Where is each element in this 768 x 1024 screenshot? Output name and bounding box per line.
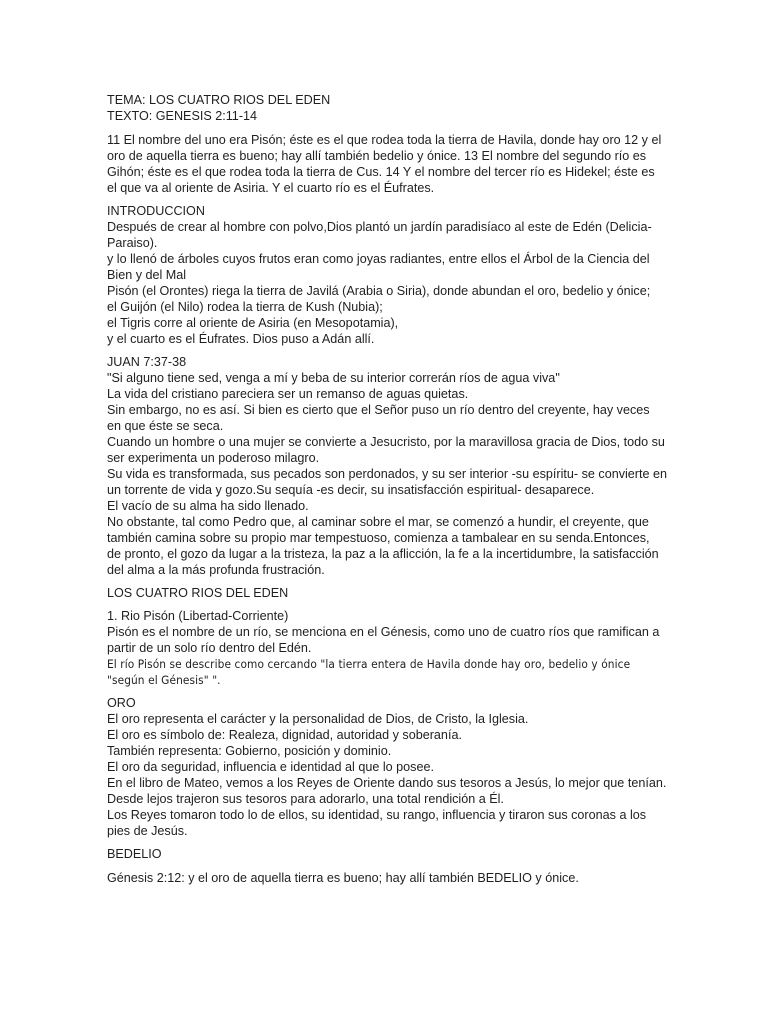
rio-pison-section [107,608,667,688]
introduccion-title: INTRODUCCION [107,204,205,218]
introduccion-section [107,203,667,347]
rio-pison-title: 1. Rio Pisón (Libertad-Corriente) [107,609,289,623]
juan-line: El vacío de su alma ha sido llenado. [107,499,309,513]
intro-line: Pisón (el Orontes) riega la tierra de Javilá (Arabia o Siria), donde abundan el oro, bedelio y ónice; [107,284,651,298]
oro-line: El oro es símbolo de: Realeza, dignidad, autoridad y soberanía. [107,728,462,742]
intro-line: Después de crear al hombre con polvo,Dios plantó un jardín paradisíaco al este de Edén (Delicia-Paraiso). [107,220,652,250]
juan-line: La vida del cristiano pareciera ser un remanso de aguas quietas. [107,387,469,401]
rio-pison-line: Pisón es el nombre de un río, se menciona en el Génesis, como uno de cuatro ríos que ramifican a partir de un solo río dentro del Edén. [107,625,660,655]
juan-line: Cuando un hombre o una mujer se convierte a Jesucristo, por la maravillosa gracia de Dios, todo su ser experimenta un poderoso milagro. [107,435,665,465]
bedelio-line: Génesis 2:12: y el oro de aquella tierra es bueno; hay allí también BEDELIO y ónice. [107,871,579,885]
oro-line: En el libro de Mateo, vemos a los Reyes de Oriente dando sus tesoros a Jesús, lo mejor que tenían. [107,776,667,790]
rio-pison-quote-line: El río Pisón se describe como cercando "la tierra entera de Havila donde hay oro, bedelio y ónice "según el Génesis" ". [107,657,631,687]
intro-line: el Tigris corre al oriente de Asiria (en Mesopotamia), [107,316,399,330]
cuatro-rios-heading-block [107,585,667,601]
bedelio-section [107,870,667,886]
bedelio-heading-block [107,846,667,862]
verse-text: 11 El nombre del uno era Pisón; éste es el que rodea toda la tierra de Havila, donde hay oro 12 y el oro de aquella tierra es bueno; hay allí también bedelio y ónice. 13 El nombre del segundo río es Gihón; éste es el que rodea toda la tierra de Cus. 14 Y el nombre del tercer río es Hidekel; éste es el que va al oriente de Asiria. Y el cuarto río es el Éufrates. [107,133,662,195]
oro-line: Los Reyes tomaron todo lo de ellos, su identidad, su rango, influencia y tiraron sus coronas a los pies de Jesús. [107,808,647,838]
juan-line: Su vida es transformada, sus pecados son perdonados, y su ser interior -su espíritu- se convierte en un torrente de vida y gozo.Su sequía -es decir, su insatisfacción espiritual- desaparece. [107,467,668,497]
cuatro-rios-title: LOS CUATRO RIOS DEL EDEN [107,586,289,600]
heading-block [107,92,667,124]
oro-section [107,695,667,839]
verse-paragraph [107,132,667,196]
texto-heading: TEXTO: GENESIS 2:11-14 [107,109,258,123]
juan-line: "Si alguno tiene sed, venga a mí y beba de su interior correrán ríos de agua viva" [107,371,560,385]
juan-line: Sin embargo, no es así. Si bien es cierto que el Señor puso un río dentro del creyente, hay veces en que éste se seca. [107,403,650,433]
intro-line: el Guijón (el Nilo) rodea la tierra de Kush (Nubia); [107,300,383,314]
oro-line: También representa: Gobierno, posición y dominio. [107,744,392,758]
juan-title: JUAN 7:37-38 [107,355,187,369]
oro-line: Desde lejos trajeron sus tesoros para adorarlo, una total rendición a Él. [107,792,504,806]
juan-line: No obstante, tal como Pedro que, al caminar sobre el mar, se comenzó a hundir, el creyente, que también camina sobre su propio mar tempestuoso, comienza a tambalear en su senda.Entonces, de pronto, el gozo da lugar a la tristeza, la paz a la aflicción, la fe a la incertidumbre, la satisfacción del alma a la más profunda frustración. [107,515,659,577]
oro-title: ORO [107,696,136,710]
juan-section [107,354,667,578]
document-page [107,92,667,892]
intro-line: y lo llenó de árboles cuyos frutos eran como joyas radiantes, entre ellos el Árbol de la Ciencia del Bien y del Mal [107,252,650,282]
intro-line: y el cuarto es el Éufrates. Dios puso a Adán allí. [107,332,375,346]
tema-heading: TEMA: LOS CUATRO RIOS DEL EDEN [107,93,331,107]
bedelio-title: BEDELIO [107,847,162,861]
oro-line: El oro da seguridad, influencia e identidad al que lo posee. [107,760,434,774]
oro-line: El oro representa el carácter y la personalidad de Dios, de Cristo, la Iglesia. [107,712,529,726]
